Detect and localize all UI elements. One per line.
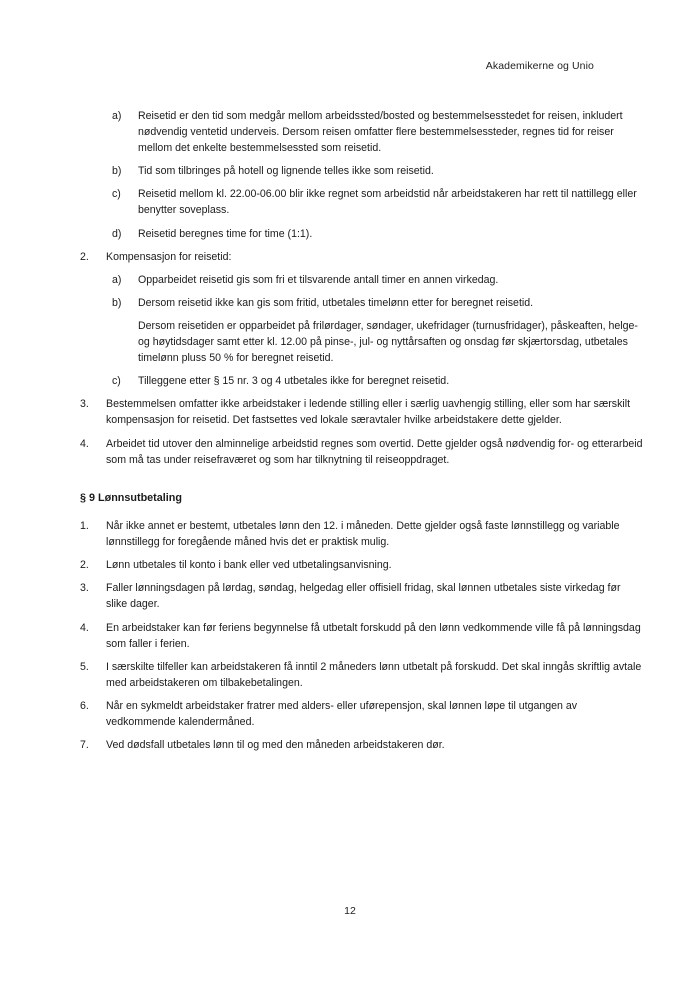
- section-heading: § 9 Lønnsutbetaling: [80, 491, 182, 504]
- list-item: [80, 436, 644, 468]
- list-marker: c): [112, 375, 121, 388]
- list-item: [80, 659, 644, 691]
- list-marker: d): [112, 227, 122, 240]
- list-text: Lønn utbetales til konto i bank eller ved utbetalingsanvisning.: [106, 559, 392, 572]
- list-item: [80, 518, 644, 550]
- list-marker: 4.: [80, 437, 89, 450]
- list-text: Reisetid beregnes time for time (1:1).: [138, 227, 313, 240]
- header-organization: Akademikerne og Unio: [485, 60, 594, 72]
- page-number: 12: [344, 905, 356, 917]
- list-marker: 2.: [80, 559, 89, 572]
- list-marker: 5.: [80, 660, 89, 673]
- list-text: Tilleggene etter § 15 nr. 3 og 4 utbetales ikke for beregnet reisetid.: [138, 375, 450, 388]
- list-item: [112, 226, 644, 242]
- page-header: [56, 60, 644, 72]
- list-item: [112, 108, 644, 156]
- list-text: Faller lønningsdagen på lørdag, søndag, helgedag eller offisiell fridag, skal lønnen utbetales siste virkedag før slike dager.: [106, 582, 621, 611]
- list-marker: 1.: [80, 520, 89, 533]
- list-item: [80, 557, 644, 573]
- list-marker: a): [112, 273, 122, 286]
- list-text: Reisetid er den tid som medgår mellom arbeidssted/bosted og bestemmelsesstedet for reisen, inkludert nødvendig ventetid underveis. Dersom reisen omfatter flere bestemmelsessteder, regnes tid for reiser mellom det enkelte bestemmelsessted som reisetid.: [138, 110, 623, 155]
- list-text: Tid som tilbringes på hotell og lignende telles ikke som reisetid.: [138, 165, 434, 178]
- list-text: Kompensasjon for reisetid:: [106, 250, 232, 263]
- list-text: Når ikke annet er bestemt, utbetales lønn den 12. i måneden. Dette gjelder også faste lønnstillegg og variable lønnstillegg for foregående måned hvis det er praktisk mulig.: [106, 520, 620, 549]
- list-text: I særskilte tilfeller kan arbeidstakeren få inntil 2 måneders lønn utbetalt på forskudd. Det skal inngås skriftlig avtale med arbeidstakeren om tilbakebetalingen.: [106, 660, 642, 689]
- list-marker: b): [112, 165, 122, 178]
- list-marker: a): [112, 110, 122, 122]
- list-item: [80, 249, 644, 265]
- paragraph-continuation: Dersom reisetiden er opparbeidet på frilørdager, søndager, ukefridager (turnusfridager), påskeaften, helge- og høytidsdager samt etter kl. 12.00 på pinse-, jul- og nyttårsaften og onsdag før skjærtorsdag, utbetales timelønn pluss 50 % for beregnet reisetid.: [138, 319, 638, 365]
- list-text: Bestemmelsen omfatter ikke arbeidstaker i ledende stilling eller i særlig uavhengig stilling, eller som har særskilt kompensasjon for reisetid. Det fastsettes ved lokale særavtaler hvilke arbeidstakere dette gjelder.: [106, 398, 631, 427]
- list-item: [80, 396, 644, 428]
- list-marker: 7.: [80, 739, 89, 752]
- list-marker: 6.: [80, 699, 89, 712]
- list-marker: 2.: [80, 250, 89, 263]
- list-text: Reisetid mellom kl. 22.00-06.00 blir ikke regnet som arbeidstid når arbeidstakeren har rett til nattillegg eller benytter soveplass.: [138, 188, 637, 217]
- list-text: Opparbeidet reisetid gis som fri et tilsvarende antall timer en annen virkedag.: [138, 273, 499, 286]
- list-item: [80, 737, 644, 753]
- list-text: Når en sykmeldt arbeidstaker fratrer med alders- eller uførepensjon, skal lønnen løpe til utgangen av vedkommende kalendermåned.: [106, 699, 578, 729]
- list-marker: c): [112, 188, 121, 201]
- list-item: [112, 163, 644, 179]
- list-marker: 3.: [80, 398, 89, 411]
- list-text: Arbeidet tid utover den alminnelige arbeidstid regnes som overtid. Dette gjelder også nødvendig for- og etterarbeid som må tas under reisefraværet og som har tilknytning til reiseoppdraget.: [106, 437, 643, 466]
- list-text: Dersom reisetid ikke kan gis som fritid, utbetales timelønn etter for beregnet reisetid.: [138, 296, 534, 309]
- list-item: [112, 373, 644, 389]
- page-footer: [0, 905, 700, 917]
- list-item: [112, 272, 644, 288]
- list-text: En arbeidstaker kan før feriens begynnelse få utbetalt forskudd på den lønn vedkommende ville få på lønningsdag som faller i ferien.: [106, 621, 641, 650]
- list-text: Ved dødsfall utbetales lønn til og med den måneden arbeidstakeren dør.: [106, 739, 445, 752]
- list-item: [112, 295, 644, 311]
- list-marker: b): [112, 296, 122, 309]
- list-marker: 3.: [80, 582, 89, 595]
- document-content: [56, 108, 644, 753]
- list-marker: 4.: [80, 621, 89, 634]
- list-item: [80, 580, 644, 612]
- list-item: [112, 186, 644, 218]
- list-item: [80, 620, 644, 652]
- list-item: [80, 698, 644, 730]
